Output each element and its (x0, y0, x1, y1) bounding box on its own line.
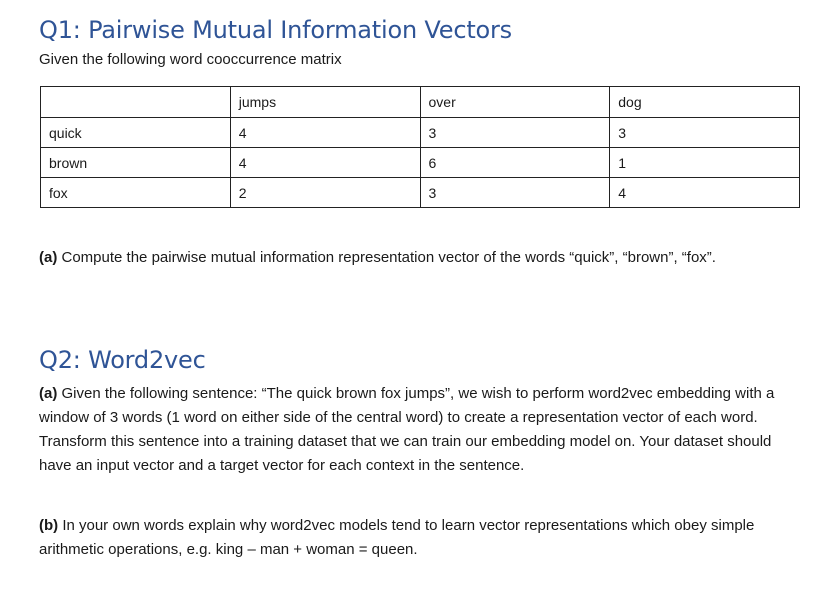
q2-part-a (39, 382, 779, 478)
table-cell: 4 (610, 178, 800, 208)
table-cell: 4 (230, 118, 420, 148)
table-row-label: fox (41, 178, 231, 208)
table-row (41, 178, 800, 208)
part-text: In your own words explain why word2vec models tend to learn vector representations which obey simple arithmetic operations, e.g. king – man + woman = queen. (39, 517, 755, 558)
table-header-cell (41, 87, 231, 118)
table-row-label: quick (41, 118, 231, 148)
table-header-cell: jumps (230, 87, 420, 118)
table-row (41, 148, 800, 178)
q2-heading: Q2: Word2vec (39, 346, 206, 374)
table-cell: 1 (610, 148, 800, 178)
q1-intro: Given the following word cooccurrence matrix (39, 51, 342, 68)
table-cell: 4 (230, 148, 420, 178)
table-header-row (41, 87, 800, 118)
table-cell: 6 (420, 148, 610, 178)
table-row (41, 118, 800, 148)
table-header-cell: dog (610, 87, 800, 118)
part-label: (b) (39, 517, 59, 534)
q1-heading: Q1: Pairwise Mutual Information Vectors (39, 16, 512, 44)
part-text: Given the following sentence: “The quick brown fox jumps”, we wish to perform word2vec embedding with a window of 3 words (1 word on either side of the central word) to create a representation vector of each word. Transform this sentence into a training dataset that we can train our embedding model on. Your dataset should have an input vector and a target vector for each context in the sentence. (39, 385, 775, 474)
table-cell: 3 (420, 178, 610, 208)
cooccurrence-matrix (40, 86, 800, 208)
part-text: Compute the pairwise mutual information representation vector of the words “quick”, “brown”, “fox”. (57, 249, 716, 266)
q1-part-a (39, 246, 779, 270)
table-cell: 2 (230, 178, 420, 208)
table-row-label: brown (41, 148, 231, 178)
table-header-cell: over (420, 87, 610, 118)
table-cell: 3 (420, 118, 610, 148)
part-label: (a) (39, 385, 58, 402)
table-cell: 3 (610, 118, 800, 148)
part-label: (a) (39, 249, 58, 266)
q2-part-b (39, 514, 779, 562)
